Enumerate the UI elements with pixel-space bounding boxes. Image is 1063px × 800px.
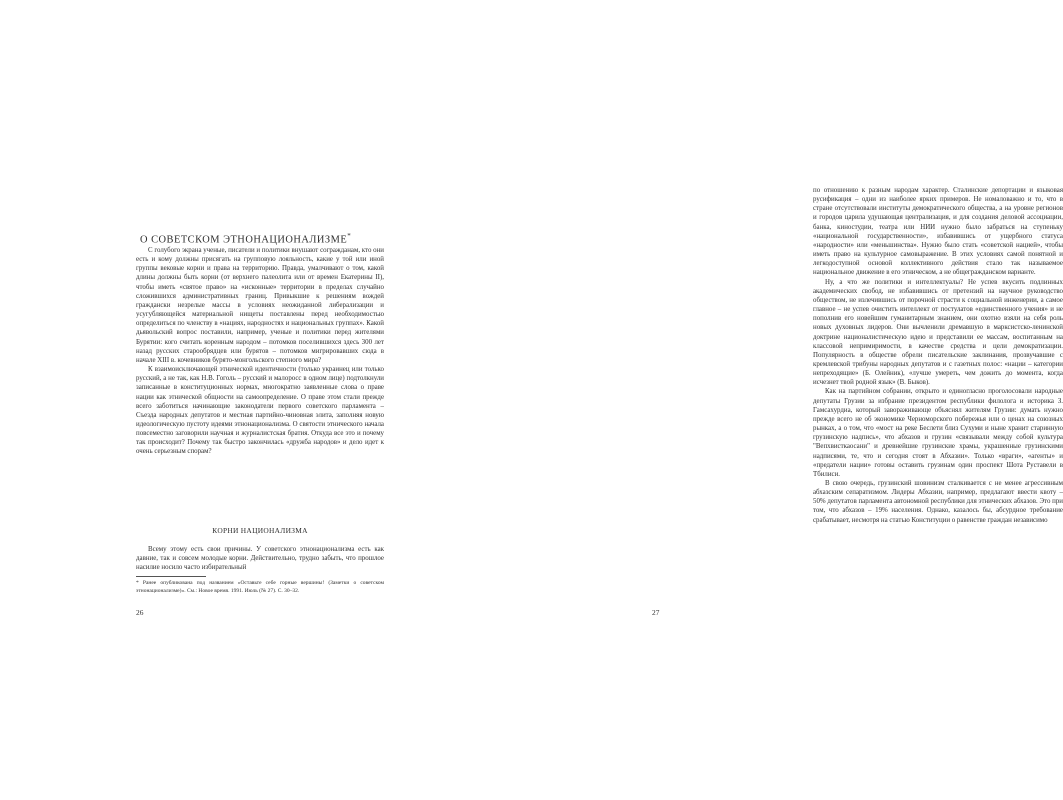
paragraph: Всему этому есть свои причины. У советского этнонационализма есть как давние, так и совсем молодые корни. Действительно, трудно забыть, что прошлое насилие носило часто избирательный bbox=[136, 546, 384, 572]
paragraph: по отношению к разным народам характер. Сталинские депортации и языковая русификация – одни из наиболее ярких примеров. Не номаловажно и то, что в стране отсутствовали институты демократического общества, а на уровне регионов и городов царила удушающая централизация, и для создания деловой ассоциации, банка, киностудии, театра или НИИ нужно было забраться на ступеньку «национальной государственности», избавившись от ущербного статуса «народности» или «меньшинства». Нужно было стать «советской нацией», чтобы иметь право на культурное самовыражение. В этих условиях самой понятной и легкодоступной основой коллективного действия стало так называемое национальное движение в его этническом, а не общегражданском варианте. bbox=[813, 187, 1063, 277]
left-body-text-2 bbox=[136, 545, 384, 573]
paragraph: В свою очередь, грузинский шовинизм сталкивается с не менее агрессивным абхазским сепаратизмом. Лидеры Абхазии, например, предлагают ввести квоту – 50% депутатов парламента автономной республики для этнических абхазов. Это при том, что абхазов – 19% населения. Однако, казалось бы, абсурдное требование срабатывает, несмотря на статью Конституции о равенстве граждан независимо bbox=[813, 480, 1063, 524]
paragraph: С голубого экрана ученые, писатели и политики внушают согражданам, кто они есть и кому должны присягать на групповую лояльность, какие у той или иной группы вековые корни и права на территорию. Правда, умалчивают о том, какой длины должны быть корни (от верхнего палеолита или от времен Екатерины II), чтобы иметь «святое право» на «исконные» территории в пределах случайно сложившихся административных границ. Привыкшие к решениям вождей граждански незрелые массы в условиях неожиданной либерализации и усугубляющейся материальной нищеты поставлены перед необходимостью определиться по членству в «нациях, народностях и национальных группах». Какой дьявольский вопрос поставили, например, ученые и политики перед жителями Бурятии: кого считать коренным народом – потомков поселившихся здесь 300 лет назад русских старообрядцев или бурятов – потомков мигрировавших сюда в начале XIII в. кочевников бурято-монгольского степного мира? bbox=[136, 247, 384, 364]
page-number-right: 27 bbox=[652, 608, 660, 617]
section-subheading: КОРНИ НАЦИОНАЛИЗМА bbox=[212, 526, 308, 535]
chapter-title bbox=[140, 230, 385, 246]
paragraph: Как на партийном собрании, открыто и единогласно проголосовали народные депутаты Грузии за избрание президентом республики филолога и историка З. Гамсахурдиа, который завораживающе объяснял жителям Грузии: думать нужно прежде всего не об экономике Черноморского побережья или о ценах на союзных рынках, а о том, что «мост на реке Беслети близ Сухуми и ныне хранит старинную грузинскую надпись», что абхазов и грузин «связывали между собой культура "Вепхвисткаосани" и древнейшие грузинские храмы, украшенные грузинскими надписями, те, что и сегодня стоят в Абхазии». Только «враги», «агенты» и «предатели нации» готовы оставить грузинам один проспект Шота Руставели в Тбилиси. bbox=[813, 388, 1063, 478]
paragraph: К взаимоисключающей этнической идентичности (только украинец или только русский, а не так, как Н.В. Гоголь – русский и малоросс в одном лице) подтолкнули записанные в конституционных нормах, многократно заявленные слова о праве нации как этнической общности на самоопределение. О праве этом стали прежде всего заботиться начинающие законодатели первого советского парламента – Съезда народных депутатов и местная партийно-чиновная элита, заполняя новую идеологическую пустоту идеями этнонационализма. О святости этнического начала повсеместно заговорили научная и журналистская братия. Откуда все это и почему так происходит? Почему так быстро закончилась «дружба народов» и дело идет к очень серьезным спорам? bbox=[136, 366, 384, 456]
left-body-text bbox=[136, 246, 384, 514]
chapter-title-text: О СОВЕТСКОМ ЭТНОНАЦИОНАЛИЗМЕ bbox=[140, 234, 348, 246]
footnote-mark: * bbox=[347, 232, 352, 240]
right-page bbox=[400, 0, 1063, 800]
paragraph: Ну, а что же политики и интеллектуалы? Не успев вкусить подлинных академических свобод, не избавившись от претензий на научное руководство обществом, не излечившись от порочной страсти к социальной инженерии, а самое главное – не успев очистить интеллект от постулатов «единственного учения» и не пополнив его новейшим гуманитарным знанием, они охотно взяли на себя роль новых духовных лидеров. Они вычленили дремавшую в марксистско-ленинской доктрине националистическую идею и представили ее массам, воспитанным на классовой непримиримости, в качестве средства и цели демократизации. Популярность в обществе обрели писательские заклинания, прозвучавшие с кремлевской трибуны народных депутатов и с газетных полос: «нации – категории непреходящие» (Б. Олейник), «лучше умереть, чем дожить до момента, когда исчезнет твой родной язык» (В. Быков). bbox=[813, 278, 1063, 387]
page-number-left: 26 bbox=[136, 608, 144, 617]
footnote-divider bbox=[136, 576, 206, 577]
right-body-text bbox=[813, 186, 1063, 604]
left-page bbox=[0, 0, 400, 800]
footnote: * Ранее опубликована под названием «Оставьте себе горные вершины! (Заметки о советском этнонационализме)». См.: Новое время. 1991. Июль (№ 27). С. 30–32. bbox=[136, 580, 384, 595]
